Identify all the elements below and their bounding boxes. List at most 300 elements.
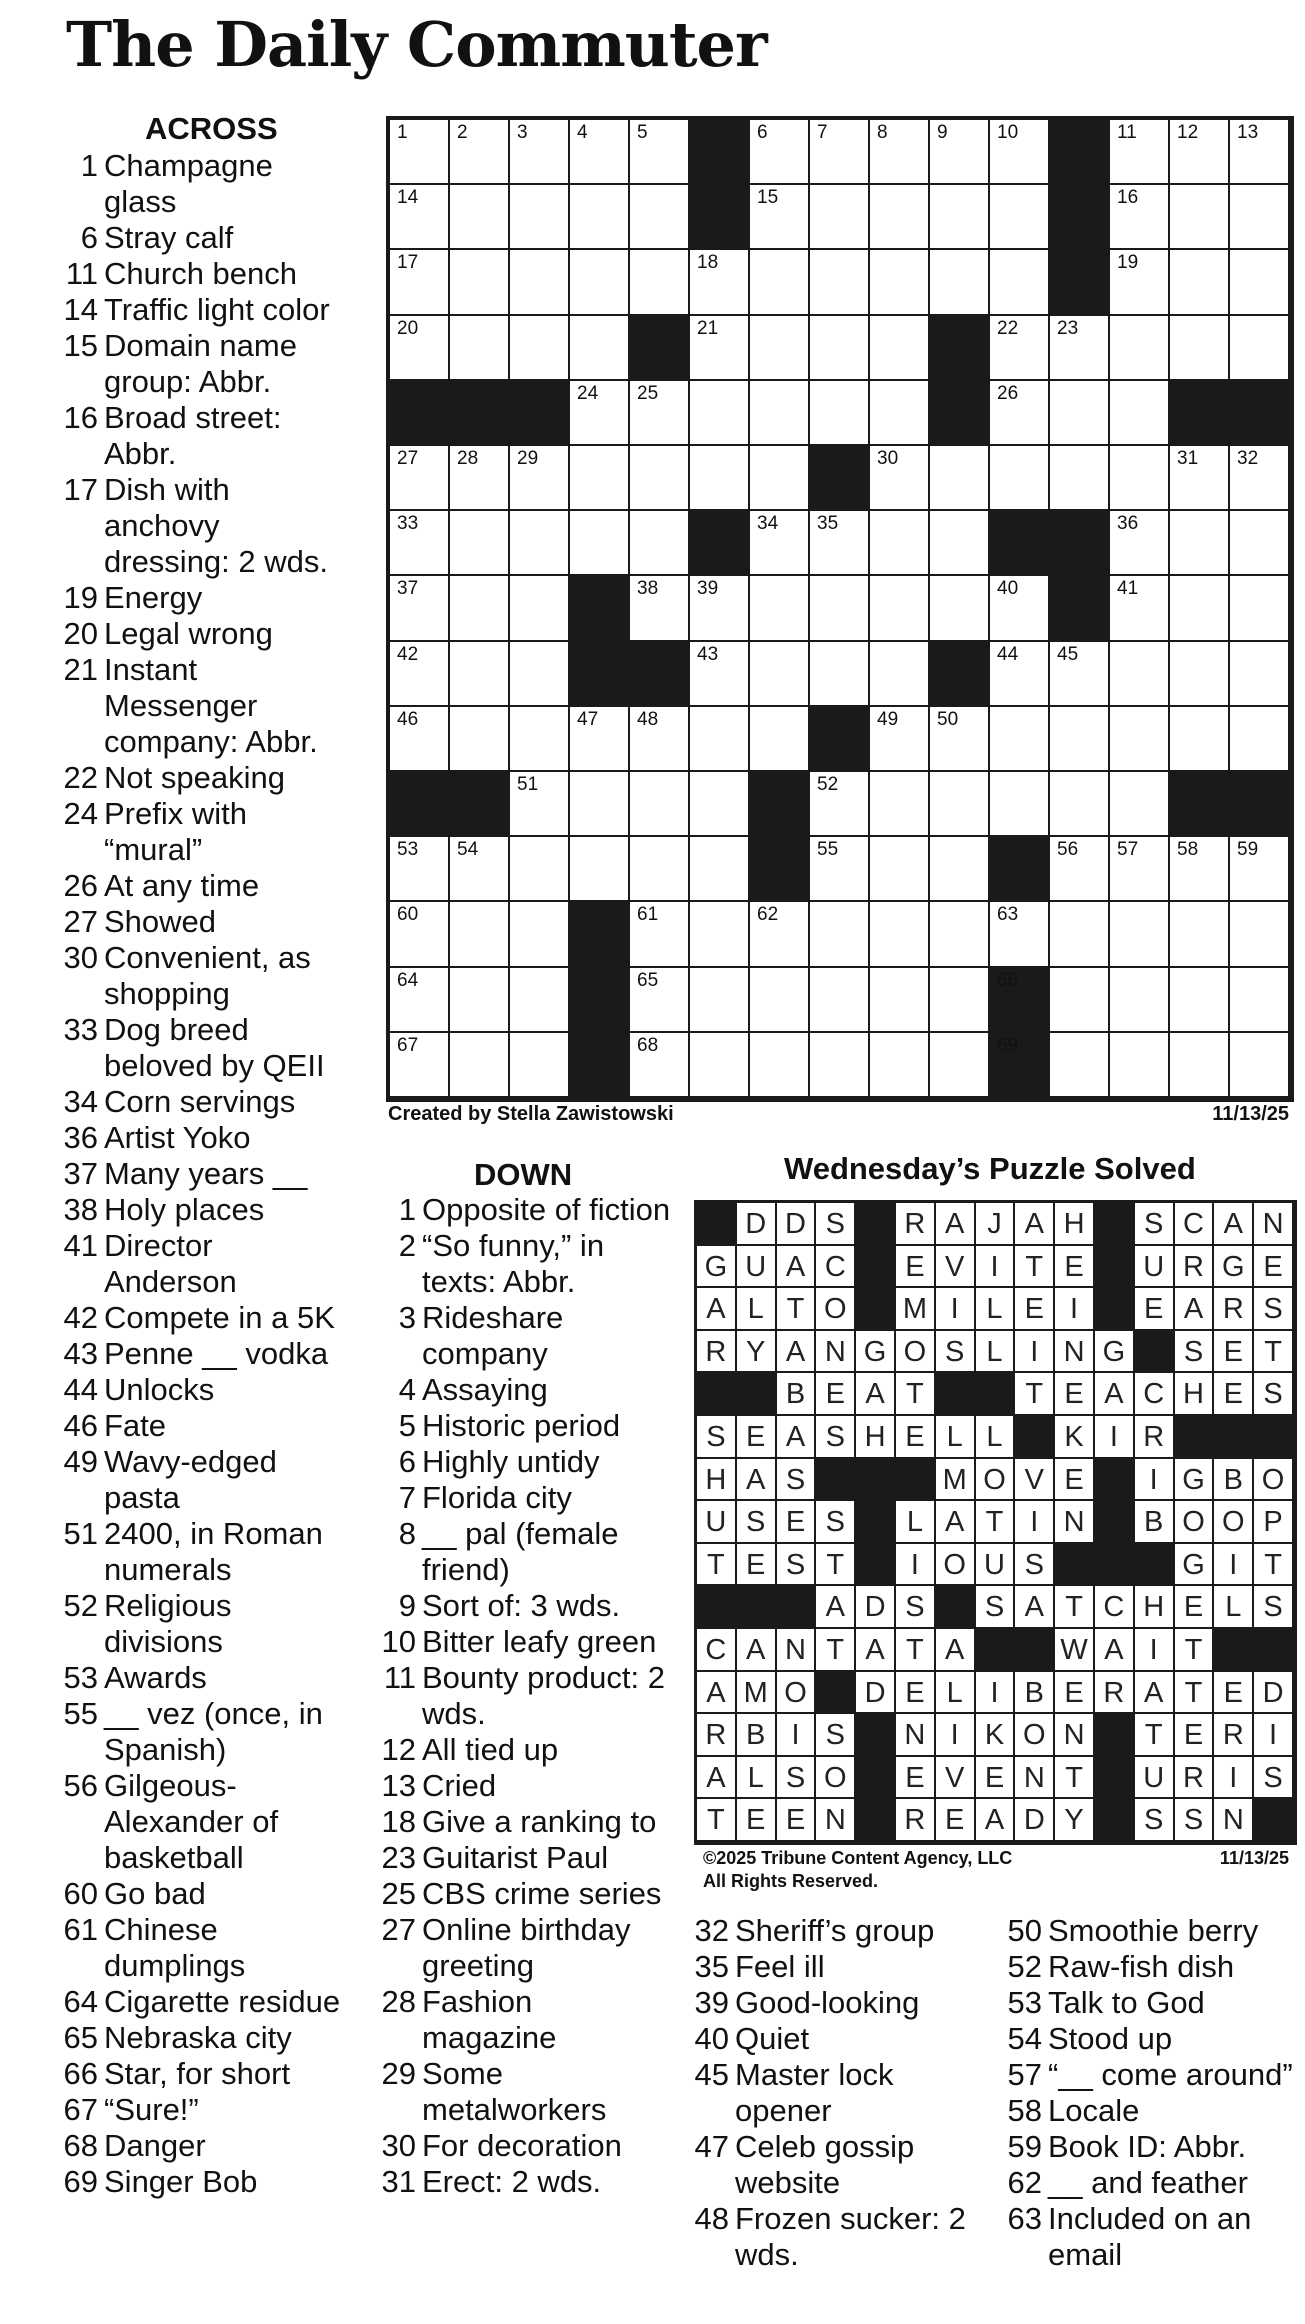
grid-cell[interactable] xyxy=(1110,837,1170,902)
grid-cell[interactable] xyxy=(1230,707,1290,772)
grid-cell[interactable] xyxy=(930,185,990,250)
grid-cell[interactable] xyxy=(510,772,570,837)
grid-cell[interactable] xyxy=(390,511,450,576)
grid-cell[interactable] xyxy=(1230,576,1290,641)
grid-cell[interactable] xyxy=(510,576,570,641)
clue-number: 20 xyxy=(63,616,98,651)
grid-cell[interactable] xyxy=(690,316,750,381)
clue xyxy=(380,1624,675,1660)
grid-cell[interactable] xyxy=(990,642,1050,707)
solution-letter: K xyxy=(976,1714,1016,1757)
clue xyxy=(1006,1913,1301,1949)
grid-cell[interactable] xyxy=(1110,185,1170,250)
black-square xyxy=(990,1033,1050,1098)
solution-letter: I xyxy=(1254,1714,1294,1757)
grid-cell[interactable] xyxy=(690,707,750,772)
grid-cell[interactable] xyxy=(510,1033,570,1098)
grid-cell[interactable] xyxy=(1110,1033,1170,1098)
grid-cell[interactable] xyxy=(810,772,870,837)
solution-letter: G xyxy=(856,1331,896,1374)
grid-cell[interactable] xyxy=(570,316,630,381)
solution-black-square xyxy=(816,1459,856,1502)
clue-number: 48 xyxy=(694,2201,729,2236)
grid-cell[interactable] xyxy=(1230,968,1290,1033)
grid-cell[interactable] xyxy=(510,185,570,250)
grid-cell[interactable] xyxy=(870,576,930,641)
grid-cell[interactable] xyxy=(390,707,450,772)
grid-cell[interactable] xyxy=(630,837,690,902)
solution-letter: E xyxy=(1055,1373,1095,1416)
grid-cell[interactable] xyxy=(990,902,1050,967)
clue-text: __ and feather xyxy=(1048,2165,1248,2200)
grid-cell[interactable] xyxy=(810,185,870,250)
solution-letter: O xyxy=(1015,1714,1055,1757)
cell-number: 23 xyxy=(1057,317,1079,339)
grid-cell[interactable] xyxy=(1110,446,1170,511)
cell-number: 24 xyxy=(577,382,599,404)
grid-cell[interactable] xyxy=(390,185,450,250)
black-square xyxy=(990,968,1050,1033)
solution-letter: O xyxy=(896,1331,936,1374)
grid-cell[interactable] xyxy=(810,511,870,576)
solution-letter: L xyxy=(976,1288,1016,1331)
solution-letter: R xyxy=(1135,1416,1175,1459)
clue xyxy=(380,1660,675,1732)
black-square xyxy=(630,642,690,707)
grid-cell[interactable] xyxy=(690,576,750,641)
solution-letter: T xyxy=(1135,1714,1175,1757)
grid-cell[interactable] xyxy=(390,837,450,902)
grid-cell[interactable] xyxy=(390,968,450,1033)
grid-cell[interactable] xyxy=(630,1033,690,1098)
grid-cell[interactable] xyxy=(390,250,450,315)
grid-cell[interactable] xyxy=(690,381,750,446)
grid-cell[interactable] xyxy=(510,642,570,707)
grid-cell[interactable] xyxy=(930,250,990,315)
grid-cell[interactable] xyxy=(870,707,930,772)
grid-cell[interactable] xyxy=(990,772,1050,837)
grid-cell[interactable] xyxy=(1050,772,1110,837)
solution-letter: S xyxy=(1175,1799,1215,1842)
grid-cell[interactable] xyxy=(450,707,510,772)
grid-cell[interactable] xyxy=(750,707,810,772)
clue-number: 49 xyxy=(63,1444,98,1479)
grid-cell[interactable] xyxy=(1170,902,1230,967)
clue xyxy=(1006,2165,1301,2201)
clue-number: 36 xyxy=(63,1120,98,1155)
solution-letter: G xyxy=(1214,1246,1254,1289)
grid-cell[interactable] xyxy=(990,316,1050,381)
grid-cell[interactable] xyxy=(690,446,750,511)
grid-cell[interactable] xyxy=(1170,1033,1230,1098)
grid-cell[interactable] xyxy=(930,707,990,772)
grid-cell[interactable] xyxy=(1170,185,1230,250)
grid-cell[interactable] xyxy=(510,968,570,1033)
grid-cell[interactable] xyxy=(450,185,510,250)
clue-number: 7 xyxy=(398,1480,416,1515)
grid-cell[interactable] xyxy=(1230,511,1290,576)
grid-cell[interactable] xyxy=(690,968,750,1033)
grid-cell[interactable] xyxy=(510,446,570,511)
grid-cell[interactable] xyxy=(930,511,990,576)
grid-cell[interactable] xyxy=(1170,968,1230,1033)
grid-cell[interactable] xyxy=(1050,446,1110,511)
grid-cell[interactable] xyxy=(570,772,630,837)
clue-number: 42 xyxy=(63,1300,98,1335)
grid-cell[interactable] xyxy=(630,707,690,772)
grid-cell[interactable] xyxy=(450,1033,510,1098)
grid-cell[interactable] xyxy=(990,185,1050,250)
solution-letter: C xyxy=(816,1246,856,1289)
solution-letter: I xyxy=(976,1672,1016,1715)
clue-number: 58 xyxy=(1007,2093,1042,2128)
grid-cell[interactable] xyxy=(870,902,930,967)
solution-letter: O xyxy=(976,1459,1016,1502)
grid-cell[interactable] xyxy=(390,642,450,707)
grid-cell[interactable] xyxy=(1230,902,1290,967)
clue-text: Showed xyxy=(104,904,217,939)
grid-cell[interactable] xyxy=(1170,316,1230,381)
grid-cell[interactable] xyxy=(810,837,870,902)
solution-black-square xyxy=(976,1373,1016,1416)
cell-number: 44 xyxy=(997,643,1019,665)
grid-cell[interactable] xyxy=(930,772,990,837)
cell-number: 63 xyxy=(997,904,1019,926)
solution-letter: E xyxy=(1214,1672,1254,1715)
clue-number: 64 xyxy=(63,1984,98,2019)
grid-cell[interactable] xyxy=(570,707,630,772)
clue xyxy=(62,472,342,580)
solution-letter: O xyxy=(1214,1501,1254,1544)
grid-cell[interactable] xyxy=(990,576,1050,641)
grid-cell[interactable] xyxy=(810,316,870,381)
grid-cell[interactable] xyxy=(510,837,570,902)
clue-text: Dish with anchovy dressing: 2 wds. xyxy=(104,472,328,579)
grid-cell[interactable] xyxy=(870,381,930,446)
grid-cell[interactable] xyxy=(450,837,510,902)
clue-number: 29 xyxy=(381,2056,416,2091)
solution-letter: A xyxy=(1175,1288,1215,1331)
grid-cell[interactable] xyxy=(690,250,750,315)
grid-cell[interactable] xyxy=(690,772,750,837)
black-square xyxy=(570,576,630,641)
grid-cell[interactable] xyxy=(390,446,450,511)
solution-letter: E xyxy=(1015,1288,1055,1331)
grid-cell[interactable] xyxy=(990,120,1050,185)
grid-cell[interactable] xyxy=(630,968,690,1033)
solution-black-square xyxy=(936,1586,976,1629)
grid-cell[interactable] xyxy=(810,120,870,185)
grid-cell[interactable] xyxy=(1110,316,1170,381)
grid-cell[interactable] xyxy=(690,642,750,707)
grid-cell[interactable] xyxy=(1170,250,1230,315)
grid-cell[interactable] xyxy=(1230,250,1290,315)
grid-cell[interactable] xyxy=(870,511,930,576)
clue-text: Highly untidy xyxy=(422,1444,600,1479)
grid-cell[interactable] xyxy=(1110,381,1170,446)
grid-cell[interactable] xyxy=(1050,837,1110,902)
grid-cell[interactable] xyxy=(930,446,990,511)
grid-cell[interactable] xyxy=(1050,902,1110,967)
grid-cell[interactable] xyxy=(1230,120,1290,185)
grid-cell[interactable] xyxy=(750,185,810,250)
clue-number: 9 xyxy=(398,1588,416,1623)
grid-cell[interactable] xyxy=(750,576,810,641)
grid-cell[interactable] xyxy=(930,902,990,967)
grid-cell[interactable] xyxy=(390,120,450,185)
grid-cell[interactable] xyxy=(750,120,810,185)
grid-cell[interactable] xyxy=(1110,642,1170,707)
solution-letter: E xyxy=(896,1416,936,1459)
cell-number: 29 xyxy=(517,448,539,469)
grid-cell[interactable] xyxy=(1110,576,1170,641)
grid-cell[interactable] xyxy=(870,837,930,902)
grid-cell[interactable] xyxy=(450,250,510,315)
grid-cell[interactable] xyxy=(750,511,810,576)
solution-letter: A xyxy=(976,1799,1016,1842)
solution-letter: N xyxy=(777,1629,817,1672)
grid-cell[interactable] xyxy=(870,968,930,1033)
grid-cell[interactable] xyxy=(510,902,570,967)
solution-letter: E xyxy=(737,1544,777,1587)
clue-number: 56 xyxy=(63,1768,98,1803)
grid-cell[interactable] xyxy=(1170,707,1230,772)
grid-cell[interactable] xyxy=(1170,837,1230,902)
clue-text: Holy places xyxy=(104,1192,265,1227)
grid-cell[interactable] xyxy=(630,381,690,446)
grid-cell[interactable] xyxy=(990,446,1050,511)
grid-cell[interactable] xyxy=(390,902,450,967)
grid-cell[interactable] xyxy=(690,902,750,967)
solution-letter: V xyxy=(936,1246,976,1289)
solution-letter: S xyxy=(1135,1203,1175,1246)
grid-cell[interactable] xyxy=(450,576,510,641)
grid-cell[interactable] xyxy=(390,576,450,641)
solution-grid xyxy=(694,1200,1297,1845)
clue-text: __ pal (female friend) xyxy=(422,1516,619,1587)
grid-cell[interactable] xyxy=(990,250,1050,315)
grid-cell[interactable] xyxy=(1110,772,1170,837)
grid-cell[interactable] xyxy=(1230,185,1290,250)
clue-text: Feel ill xyxy=(735,1949,825,1984)
grid-cell[interactable] xyxy=(870,446,930,511)
clue-text: Church bench xyxy=(104,256,298,291)
cell-number: 54 xyxy=(457,839,479,861)
cell-number: 9 xyxy=(937,122,948,143)
clue xyxy=(1006,1949,1301,1985)
grid-cell[interactable] xyxy=(510,316,570,381)
grid-cell[interactable] xyxy=(450,642,510,707)
solution-letter: R xyxy=(697,1331,737,1374)
grid-cell[interactable] xyxy=(450,316,510,381)
cell-number: 28 xyxy=(457,448,479,469)
grid-cell[interactable] xyxy=(1110,250,1170,315)
grid-cell[interactable] xyxy=(1170,511,1230,576)
clue-text: Energy xyxy=(104,580,203,615)
solution-letter: I xyxy=(1095,1416,1135,1459)
grid-cell[interactable] xyxy=(1230,446,1290,511)
grid-cell[interactable] xyxy=(510,120,570,185)
grid-cell[interactable] xyxy=(1230,837,1290,902)
grid-cell[interactable] xyxy=(570,511,630,576)
grid-cell[interactable] xyxy=(750,250,810,315)
cell-number: 8 xyxy=(877,122,888,143)
clue-text: Traffic light color xyxy=(104,292,330,327)
grid-cell[interactable] xyxy=(870,1033,930,1098)
cell-number: 61 xyxy=(637,904,659,926)
grid-cell[interactable] xyxy=(990,707,1050,772)
clue-text: Awards xyxy=(104,1660,207,1695)
solution-letter: L xyxy=(896,1501,936,1544)
grid-cell[interactable] xyxy=(1050,381,1110,446)
grid-cell[interactable] xyxy=(630,772,690,837)
grid-cell[interactable] xyxy=(630,446,690,511)
grid-cell[interactable] xyxy=(930,1033,990,1098)
solution-black-square xyxy=(1254,1799,1294,1842)
cell-number: 59 xyxy=(1237,839,1259,861)
clue xyxy=(62,1696,342,1768)
grid-cell[interactable] xyxy=(1110,511,1170,576)
grid-cell[interactable] xyxy=(1050,1033,1110,1098)
grid-cell[interactable] xyxy=(930,837,990,902)
clue-text: Dog breed beloved by QEII xyxy=(104,1012,325,1083)
grid-cell[interactable] xyxy=(510,707,570,772)
grid-cell[interactable] xyxy=(810,381,870,446)
grid-cell[interactable] xyxy=(1170,446,1230,511)
grid-cell[interactable] xyxy=(450,511,510,576)
grid-cell[interactable] xyxy=(570,446,630,511)
grid-cell[interactable] xyxy=(630,511,690,576)
grid-cell[interactable] xyxy=(810,1033,870,1098)
solution-letter: A xyxy=(697,1672,737,1715)
grid-cell[interactable] xyxy=(450,120,510,185)
grid-cell[interactable] xyxy=(1050,707,1110,772)
grid-cell[interactable] xyxy=(510,511,570,576)
solution-letter: O xyxy=(816,1757,856,1800)
grid-cell[interactable] xyxy=(450,902,510,967)
solution-letter: E xyxy=(1055,1246,1095,1289)
solution-letter: S xyxy=(737,1501,777,1544)
solution-black-square xyxy=(936,1373,976,1416)
grid-cell[interactable] xyxy=(1110,120,1170,185)
grid-cell[interactable] xyxy=(570,381,630,446)
solution-letter: T xyxy=(697,1544,737,1587)
solution-black-square xyxy=(1095,1757,1135,1800)
grid-cell[interactable] xyxy=(1230,1033,1290,1098)
grid-cell[interactable] xyxy=(750,1033,810,1098)
grid-cell[interactable] xyxy=(450,446,510,511)
grid-cell[interactable] xyxy=(810,576,870,641)
grid-cell[interactable] xyxy=(1170,642,1230,707)
grid-cell[interactable] xyxy=(570,250,630,315)
grid-cell[interactable] xyxy=(750,446,810,511)
grid-cell[interactable] xyxy=(1050,968,1110,1033)
solution-black-square xyxy=(1055,1544,1095,1587)
solution-letter: I xyxy=(1214,1757,1254,1800)
clue-number: 17 xyxy=(63,472,98,507)
grid-cell[interactable] xyxy=(870,772,930,837)
grid-cell[interactable] xyxy=(630,576,690,641)
clue-text: Locale xyxy=(1048,2093,1140,2128)
grid-cell[interactable] xyxy=(690,1033,750,1098)
grid-cell[interactable] xyxy=(870,316,930,381)
solution-letter: T xyxy=(976,1501,1016,1544)
clue-number: 23 xyxy=(381,1840,416,1875)
grid-cell[interactable] xyxy=(630,250,690,315)
grid-cell[interactable] xyxy=(750,902,810,967)
grid-cell[interactable] xyxy=(810,902,870,967)
grid-cell[interactable] xyxy=(1110,707,1170,772)
solution-black-square xyxy=(777,1586,817,1629)
cell-number: 30 xyxy=(877,448,899,469)
clue-text: Not speaking xyxy=(104,760,285,795)
grid-cell[interactable] xyxy=(930,120,990,185)
grid-cell[interactable] xyxy=(1230,642,1290,707)
grid-cell[interactable] xyxy=(1050,642,1110,707)
grid-cell[interactable] xyxy=(570,185,630,250)
solution-letter: V xyxy=(936,1757,976,1800)
grid-cell[interactable] xyxy=(390,1033,450,1098)
grid-cell[interactable] xyxy=(630,902,690,967)
solution-black-square xyxy=(1095,1459,1135,1502)
grid-cell[interactable] xyxy=(450,968,510,1033)
grid-cell[interactable] xyxy=(810,250,870,315)
grid-cell[interactable] xyxy=(570,120,630,185)
grid-cell[interactable] xyxy=(870,185,930,250)
grid-cell[interactable] xyxy=(690,837,750,902)
cell-number: 62 xyxy=(757,904,779,926)
grid-cell[interactable] xyxy=(930,968,990,1033)
grid-cell[interactable] xyxy=(1170,120,1230,185)
grid-cell[interactable] xyxy=(630,185,690,250)
black-square xyxy=(1050,576,1110,641)
solution-letter: E xyxy=(896,1246,936,1289)
grid-cell[interactable] xyxy=(750,642,810,707)
grid-cell[interactable] xyxy=(810,968,870,1033)
solution-letter: T xyxy=(1254,1544,1294,1587)
grid-cell[interactable] xyxy=(510,250,570,315)
grid-cell[interactable] xyxy=(750,968,810,1033)
grid-cell[interactable] xyxy=(570,837,630,902)
solution-black-square xyxy=(697,1373,737,1416)
clue xyxy=(1006,2129,1301,2165)
grid-cell[interactable] xyxy=(1230,316,1290,381)
grid-cell[interactable] xyxy=(870,642,930,707)
grid-cell[interactable] xyxy=(870,250,930,315)
grid-cell[interactable] xyxy=(630,120,690,185)
grid-cell[interactable] xyxy=(990,381,1050,446)
grid-cell[interactable] xyxy=(810,642,870,707)
clue-text: Singer Bob xyxy=(104,2164,258,2199)
solution-black-square xyxy=(1015,1629,1055,1672)
grid-cell[interactable] xyxy=(1110,902,1170,967)
grid-cell[interactable] xyxy=(1170,576,1230,641)
clue xyxy=(62,1660,342,1696)
grid-cell[interactable] xyxy=(1050,316,1110,381)
solution-letter: M xyxy=(936,1459,976,1502)
grid-cell[interactable] xyxy=(1110,968,1170,1033)
grid-cell[interactable] xyxy=(870,120,930,185)
grid-cell[interactable] xyxy=(930,576,990,641)
grid-cell[interactable] xyxy=(750,316,810,381)
cell-number: 45 xyxy=(1057,643,1079,665)
grid-cell[interactable] xyxy=(390,316,450,381)
clue-text: Quiet xyxy=(735,2021,810,2056)
solution-letter: E xyxy=(1055,1672,1095,1715)
cell-number: 39 xyxy=(697,578,719,600)
cell-number: 60 xyxy=(397,904,419,926)
grid-cell[interactable] xyxy=(750,381,810,446)
